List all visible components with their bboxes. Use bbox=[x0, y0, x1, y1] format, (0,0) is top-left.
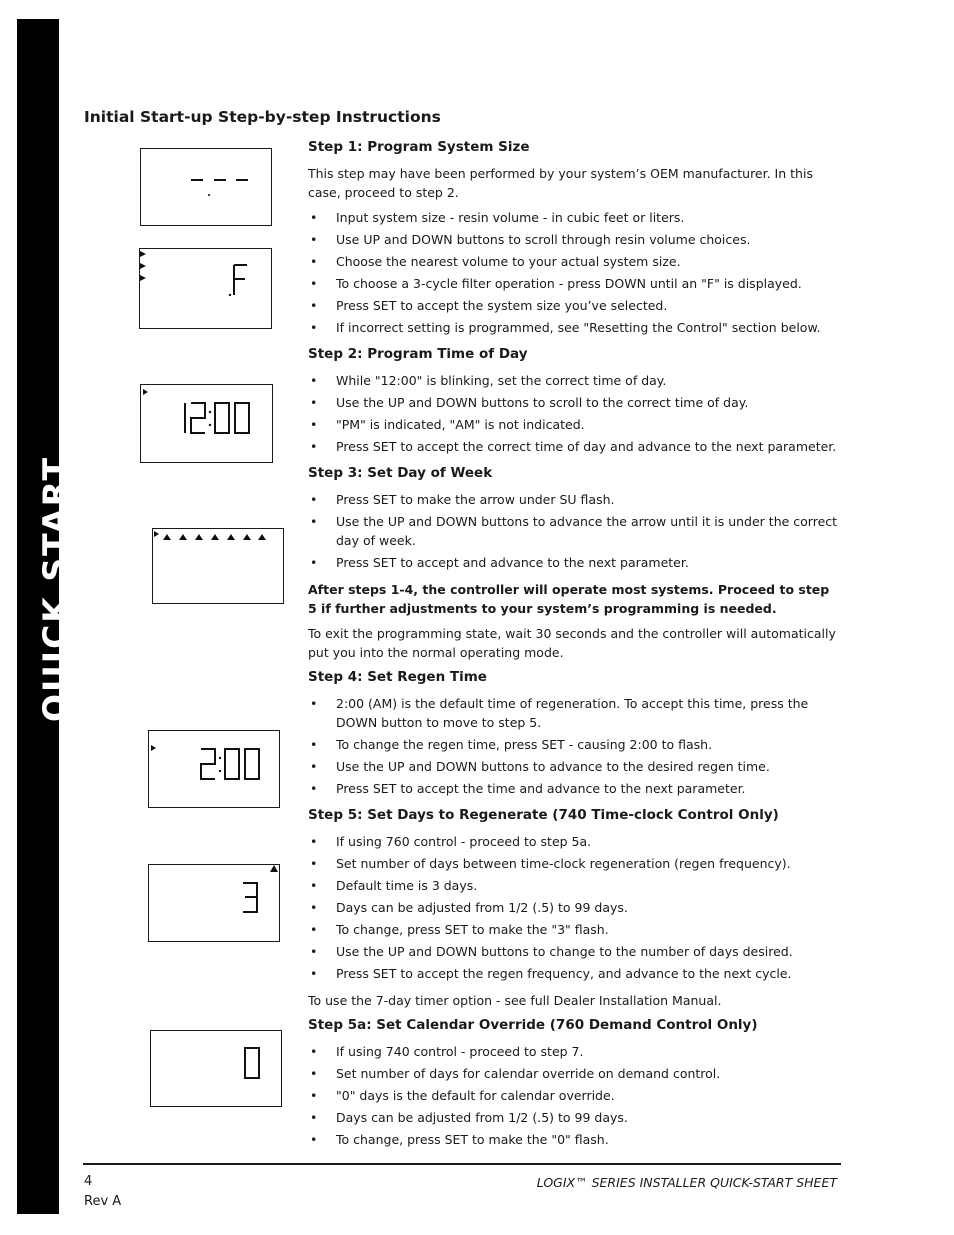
list-item: • To change the regen time, press SET - causing 2:00 to flash. bbox=[308, 735, 840, 754]
list-item: • Days can be adjusted from 1/2 (.5) to 99 days. bbox=[308, 1108, 840, 1127]
list-item: • Press SET to accept the correct time of day and advance to the next parameter. bbox=[308, 437, 840, 456]
bold-note: After steps 1-4, the controller will operate most systems. Proceed to step 5 if further adjustments to your system’s programming is needed. bbox=[308, 582, 830, 616]
list-item: • Set number of days between time-clock regeneration (regen frequency). bbox=[308, 854, 840, 873]
list-item: • To choose a 3-cycle filter operation - press DOWN until an "F" is displayed. bbox=[308, 274, 840, 293]
page-number: 4 bbox=[84, 1174, 93, 1189]
document-title: LOGIX™ SERIES INSTALLER QUICK-START SHEET bbox=[536, 1175, 837, 1190]
list-item: • If using 760 control - proceed to step 5a. bbox=[308, 832, 840, 851]
list-item: • "PM" is indicated, "AM" is not indicated. bbox=[308, 415, 840, 434]
list-item: • Use the UP and DOWN buttons to advance the arrow until it is under the correct day of week. bbox=[308, 512, 840, 550]
list-item: • If incorrect setting is programmed, see "Resetting the Control" section below. bbox=[308, 318, 840, 337]
list-item: • Press SET to accept the system size you’ve selected. bbox=[308, 296, 840, 315]
list-item: • If using 740 control - proceed to step 7. bbox=[308, 1042, 840, 1061]
paragraph: This step may have been performed by your system’s OEM manufacturer. In this case, proceed to step 2. bbox=[308, 166, 813, 200]
bullet-list bbox=[308, 490, 840, 572]
lcd-time-of-day bbox=[140, 384, 273, 463]
list-item: • Press SET to accept the regen frequency, and advance to the next cycle. bbox=[308, 964, 840, 983]
clock-200-readout-icon bbox=[149, 731, 279, 807]
step-title: Step 1: Program System Size bbox=[308, 139, 530, 155]
paragraph: To use the 7-day timer option - see full Dealer Installation Manual. bbox=[308, 993, 722, 1008]
list-item: • "0" days is the default for calendar override. bbox=[308, 1086, 840, 1105]
list-item: • Default time is 3 days. bbox=[308, 876, 840, 895]
lcd-filter-f bbox=[139, 248, 272, 329]
quick-start-sidebar bbox=[17, 19, 75, 1214]
day-arrows-readout-icon bbox=[153, 529, 283, 603]
lcd-regen-time bbox=[148, 730, 280, 808]
list-item: • Use the UP and DOWN buttons to advance to the desired regen time. bbox=[308, 757, 840, 776]
list-item: • Set number of days for calendar override on demand control. bbox=[308, 1064, 840, 1083]
step-title: Step 5: Set Days to Regenerate (740 Time-clock Control Only) bbox=[308, 807, 779, 823]
instructions-column bbox=[308, 138, 840, 1157]
bullet-list bbox=[308, 371, 840, 456]
lcd-days-to-regen bbox=[148, 864, 280, 942]
lcd-day-of-week bbox=[152, 528, 284, 604]
step-title: Step 5a: Set Calendar Override (760 Demand Control Only) bbox=[308, 1017, 758, 1033]
list-item: • Choose the nearest volume to your actual system size. bbox=[308, 252, 840, 271]
footer-divider bbox=[83, 1163, 841, 1165]
filter-f-readout-icon bbox=[140, 249, 271, 328]
list-item: • Use the UP and DOWN buttons to scroll to the correct time of day. bbox=[308, 393, 840, 412]
sidebar-label: QUICK START bbox=[35, 455, 75, 723]
page-heading: Initial Start-up Step-by-step Instructions bbox=[84, 108, 441, 126]
revision-label: Rev A bbox=[84, 1194, 122, 1209]
list-item: • Press SET to accept the time and advance to the next parameter. bbox=[308, 779, 840, 798]
digit-0-readout-icon bbox=[151, 1031, 281, 1106]
bullet-list bbox=[308, 694, 840, 798]
paragraph: To exit the programming state, wait 30 seconds and the controller will automatically put you into the normal operating mode. bbox=[308, 626, 836, 660]
list-item: • Press SET to make the arrow under SU flash. bbox=[308, 490, 840, 509]
lcd-system-size-blank bbox=[140, 148, 272, 226]
clock-1200-readout-icon bbox=[141, 385, 272, 462]
list-item: • Use the UP and DOWN buttons to change to the number of days desired. bbox=[308, 942, 840, 961]
bullet-list bbox=[308, 832, 840, 983]
list-item: • Days can be adjusted from 1/2 (.5) to 99 days. bbox=[308, 898, 840, 917]
list-item: • 2:00 (AM) is the default time of regeneration. To accept this time, press the DOWN button to move to step 5. bbox=[308, 694, 840, 732]
step-title: Step 2: Program Time of Day bbox=[308, 346, 528, 362]
bullet-list bbox=[308, 1042, 840, 1149]
list-item: • Input system size - resin volume - in cubic feet or liters. bbox=[308, 208, 840, 227]
lcd-calendar-override bbox=[150, 1030, 282, 1107]
step-title: Step 3: Set Day of Week bbox=[308, 465, 493, 481]
list-item: • While "12:00" is blinking, set the correct time of day. bbox=[308, 371, 840, 390]
list-item: • Use UP and DOWN buttons to scroll through resin volume choices. bbox=[308, 230, 840, 249]
list-item: • Press SET to accept and advance to the next parameter. bbox=[308, 553, 840, 572]
list-item: • To change, press SET to make the "0" flash. bbox=[308, 1130, 840, 1149]
digit-3-readout-icon bbox=[149, 865, 279, 941]
step-title: Step 4: Set Regen Time bbox=[308, 669, 487, 685]
bullet-list bbox=[308, 208, 840, 337]
list-item: • To change, press SET to make the "3" flash. bbox=[308, 920, 840, 939]
dashes-readout-icon bbox=[141, 149, 271, 225]
